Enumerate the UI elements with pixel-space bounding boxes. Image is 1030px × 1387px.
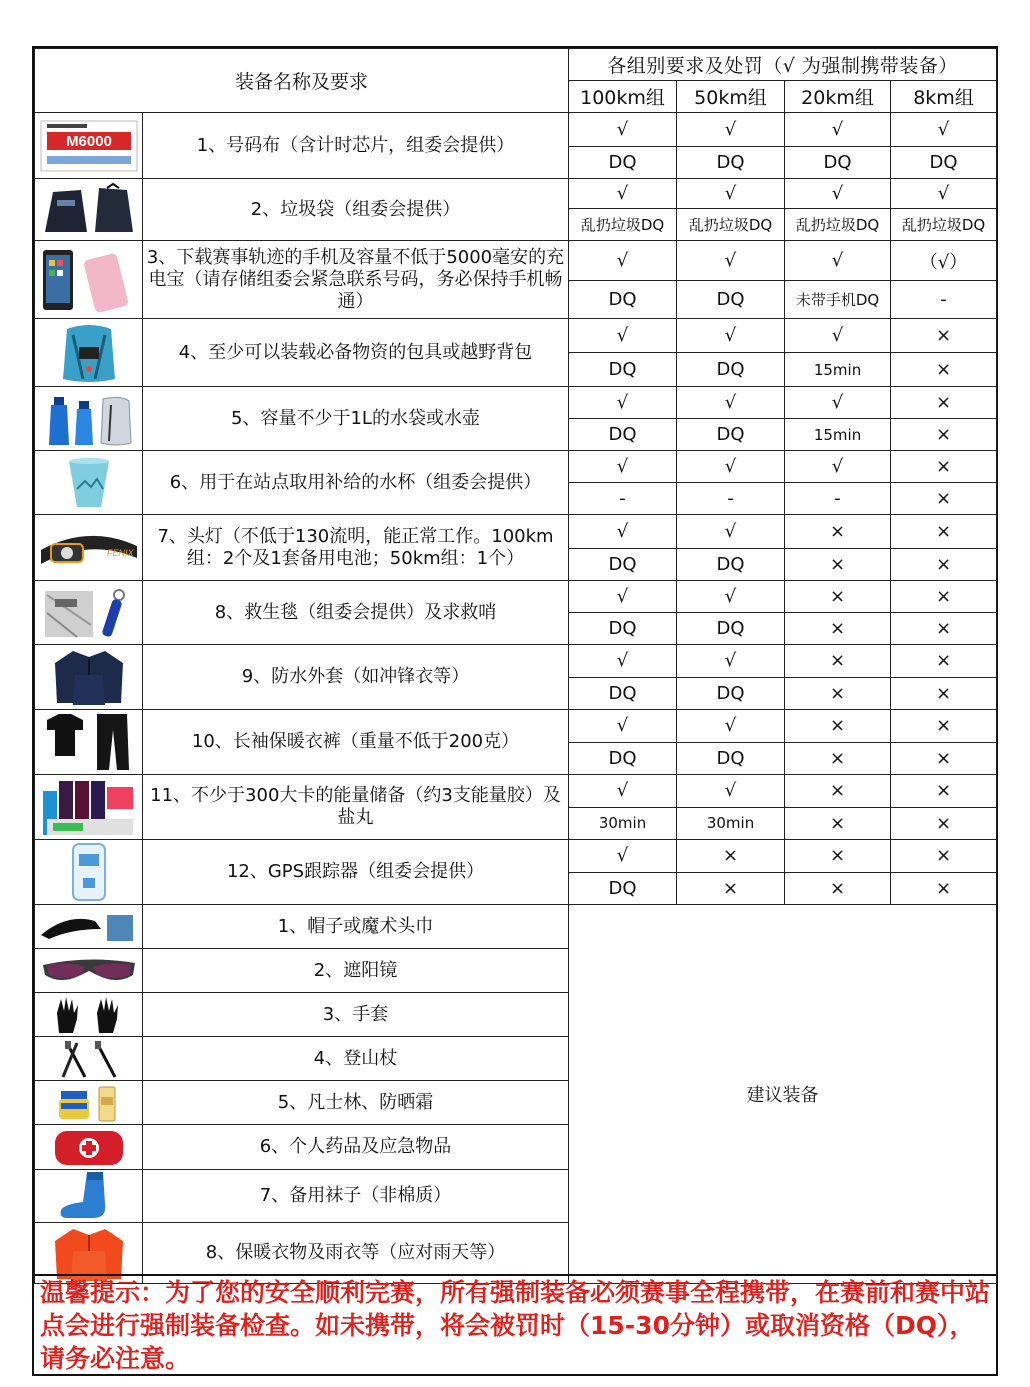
penalty-50km: DQ [677,549,785,581]
requirement-mark-50km: √ [677,775,785,808]
penalty-8km: × [891,677,997,710]
requirement-mark-50km: √ [677,387,785,419]
water-bottle-icon [37,391,141,447]
penalty-20km: 乱扔垃圾DQ [785,209,891,241]
penalty-8km: × [891,549,997,581]
svg-text:FENIX: FENIX [106,547,134,558]
item-image [35,905,143,949]
item-image [35,113,143,179]
penalty-8km: 乱扔垃圾DQ [891,209,997,241]
thermal-wear-icon [37,710,141,774]
requirement-mark-50km: √ [677,179,785,209]
penalty-20km: - [785,483,891,515]
recommended-item-name: 4、登山杖 [143,1037,569,1081]
item-image [35,1081,143,1125]
penalty-20km: × [785,807,891,840]
penalty-8km: × [891,872,997,905]
requirement-mark-100km: √ [569,113,677,147]
item-image [35,1125,143,1170]
item-image [35,319,143,387]
item-image [35,387,143,451]
requirement-mark-8km: × [891,581,997,613]
penalty-100km: DQ [569,353,677,387]
item-name: 5、容量不少于1L的水袋或水壶 [143,387,569,451]
recommended-item-name: 6、个人药品及应急物品 [143,1125,569,1170]
item-image [35,1170,143,1223]
headlamp-icon [37,520,141,576]
requirement-mark-20km: √ [785,451,891,483]
penalty-50km: × [677,872,785,905]
penalty-100km: 乱扔垃圾DQ [569,209,677,241]
requirement-mark-50km: √ [677,515,785,549]
recommended-item-name: 8、保暖衣物及雨衣等（应对雨天等） [143,1223,569,1284]
table-row [35,905,997,949]
penalty-100km: 30min [569,807,677,840]
requirement-mark-8km: √ [891,113,997,147]
bib-m6000-icon [37,118,141,174]
penalty-20km: 15min [785,353,891,387]
penalty-100km: DQ [569,613,677,645]
requirement-mark-100km: √ [569,515,677,549]
penalty-100km: DQ [569,677,677,710]
item-name: 8、救生毯（组委会提供）及求救哨 [143,581,569,645]
item-name: 3、下载赛事轨迹的手机及容量不低于5000毫安的充电宝（请存储组委会紧急联系号码，务必保持手机畅通） [143,241,569,319]
energy-gel-icon [37,775,141,839]
recommended-label: 建议装备 [569,905,997,1284]
item-image [35,645,143,710]
requirement-mark-8km: （√） [891,241,997,281]
jacket-icon [37,645,141,709]
item-name: 9、防水外套（如冲锋衣等） [143,645,569,710]
requirement-mark-100km: √ [569,451,677,483]
header-group-20km: 20km组 [785,81,891,113]
requirement-mark-8km: × [891,319,997,353]
penalty-50km: DQ [677,353,785,387]
table-row [35,775,997,808]
penalty-8km: - [891,281,997,319]
item-image [35,710,143,775]
item-name: 6、用于在站点取用补给的水杯（组委会提供） [143,451,569,515]
sunglasses-icon [37,951,141,991]
requirement-mark-20km: × [785,581,891,613]
penalty-50km: DQ [677,742,785,775]
table-row [35,179,997,209]
requirement-mark-20km: × [785,710,891,743]
requirement-mark-20km: √ [785,113,891,147]
requirement-mark-8km: √ [891,179,997,209]
penalty-50km: DQ [677,281,785,319]
requirement-mark-100km: √ [569,645,677,678]
penalty-50km: DQ [677,677,785,710]
item-image [35,451,143,515]
first-aid-kit-icon [37,1125,141,1169]
penalty-50km: 30min [677,807,785,840]
penalty-20km: 未带手机DQ [785,281,891,319]
item-name: 4、至少可以装载必备物资的包具或越野背包 [143,319,569,387]
item-image [35,840,143,905]
blanket-whistle-icon [37,585,141,641]
recommended-item-name: 7、备用袜子（非棉质） [143,1170,569,1223]
header-group-50km: 50km组 [677,81,785,113]
penalty-50km: DQ [677,613,785,645]
header-groups-title: 各组别要求及处罚（√ 为强制携带装备） [569,49,997,81]
penalty-8km: × [891,419,997,451]
item-image [35,775,143,840]
table-row [35,515,997,549]
item-name: 10、长袖保暖衣裤（重量不低于200克） [143,710,569,775]
requirement-mark-100km: √ [569,710,677,743]
penalty-20km: × [785,677,891,710]
penalty-100km: - [569,483,677,515]
requirement-mark-100km: √ [569,775,677,808]
recommended-item-name: 1、帽子或魔术头巾 [143,905,569,949]
requirement-mark-50km: √ [677,113,785,147]
recommended-item-name: 2、遮阳镜 [143,949,569,993]
cap-icon [37,907,141,947]
penalty-100km: DQ [569,872,677,905]
requirement-mark-50km: × [677,840,785,873]
penalty-100km: DQ [569,419,677,451]
requirement-mark-8km: × [891,775,997,808]
recommended-item-name: 3、手套 [143,993,569,1037]
table-row [35,645,997,678]
requirement-mark-100km: √ [569,241,677,281]
item-image [35,993,143,1037]
requirement-mark-20km: × [785,775,891,808]
warm-tip: 温馨提示：为了您的安全顺利完赛，所有强制装备必须赛事全程携带，在赛前和赛中站点会进行强制装备检查。如未携带，将会被罚时（15-30分钟）或取消资格（DQ），请务必注意。 [34,1274,996,1375]
item-image [35,581,143,645]
requirement-mark-20km: √ [785,319,891,353]
cup-icon [37,455,141,511]
item-image [35,515,143,581]
penalty-8km: × [891,807,997,840]
sock-icon [37,1170,141,1222]
requirement-mark-20km: √ [785,241,891,281]
penalty-8km: × [891,613,997,645]
penalty-20km: × [785,872,891,905]
table-row [35,451,997,483]
requirement-mark-100km: √ [569,387,677,419]
recommended-item-name: 5、凡士林、防晒霜 [143,1081,569,1125]
table-row [35,241,997,281]
item-name: 12、GPS跟踪器（组委会提供） [143,840,569,905]
item-name: 11、不少于300大卡的能量储备（约3支能量胶）及盐丸 [143,775,569,840]
vaseline-sunscreen-icon [37,1083,141,1123]
penalty-20km: DQ [785,147,891,179]
item-image [35,949,143,993]
trash-bag-icon [37,182,141,238]
requirement-mark-100km: √ [569,840,677,873]
penalty-8km: × [891,353,997,387]
table-row [35,581,997,613]
item-name: 1、号码布（含计时芯片，组委会提供） [143,113,569,179]
requirement-mark-8km: × [891,387,997,419]
penalty-100km: DQ [569,281,677,319]
requirement-mark-20km: √ [785,387,891,419]
gps-tracker-icon [37,840,141,904]
penalty-50km: - [677,483,785,515]
table-row [35,840,997,873]
gloves-icon [37,995,141,1035]
item-image [35,179,143,241]
requirement-mark-8km: × [891,451,997,483]
requirement-mark-20km: × [785,515,891,549]
equipment-table [34,48,997,1284]
penalty-20km: × [785,742,891,775]
requirement-mark-20km: × [785,645,891,678]
penalty-50km: DQ [677,419,785,451]
requirement-mark-8km: × [891,710,997,743]
penalty-20km: × [785,549,891,581]
header-group-100km: 100km组 [569,81,677,113]
penalty-100km: DQ [569,742,677,775]
backpack-icon [37,321,141,385]
penalty-20km: × [785,613,891,645]
requirement-mark-50km: √ [677,710,785,743]
table-row [35,113,997,147]
requirement-mark-20km: √ [785,179,891,209]
requirement-mark-20km: × [785,840,891,873]
table-row [35,387,997,419]
table-row [35,710,997,743]
penalty-8km: DQ [891,147,997,179]
requirement-mark-8km: × [891,515,997,549]
header-name-column: 装备名称及要求 [35,49,569,113]
penalty-8km: × [891,742,997,775]
requirement-mark-8km: × [891,840,997,873]
requirement-mark-50km: √ [677,319,785,353]
table-row [35,319,997,353]
trekking-poles-icon [37,1039,141,1079]
requirement-mark-8km: × [891,645,997,678]
penalty-100km: DQ [569,549,677,581]
item-image [35,1037,143,1081]
requirement-mark-100km: √ [569,319,677,353]
requirement-mark-50km: √ [677,581,785,613]
penalty-8km: × [891,483,997,515]
penalty-100km: DQ [569,147,677,179]
penalty-50km: DQ [677,147,785,179]
penalty-20km: 15min [785,419,891,451]
item-name: 2、垃圾袋（组委会提供） [143,179,569,241]
equipment-sheet [32,46,998,1376]
requirement-mark-50km: √ [677,451,785,483]
bib-label: M6000 [65,132,112,150]
header-group-8km: 8km组 [891,81,997,113]
penalty-50km: 乱扔垃圾DQ [677,209,785,241]
requirement-mark-50km: √ [677,241,785,281]
item-name: 7、头灯（不低于130流明，能正常工作。100km组：2个及1套备用电池；50km组：1个） [143,515,569,581]
requirement-mark-100km: √ [569,179,677,209]
phone-powerbank-icon [37,244,141,316]
requirement-mark-100km: √ [569,581,677,613]
item-image [35,241,143,319]
requirement-mark-50km: √ [677,645,785,678]
